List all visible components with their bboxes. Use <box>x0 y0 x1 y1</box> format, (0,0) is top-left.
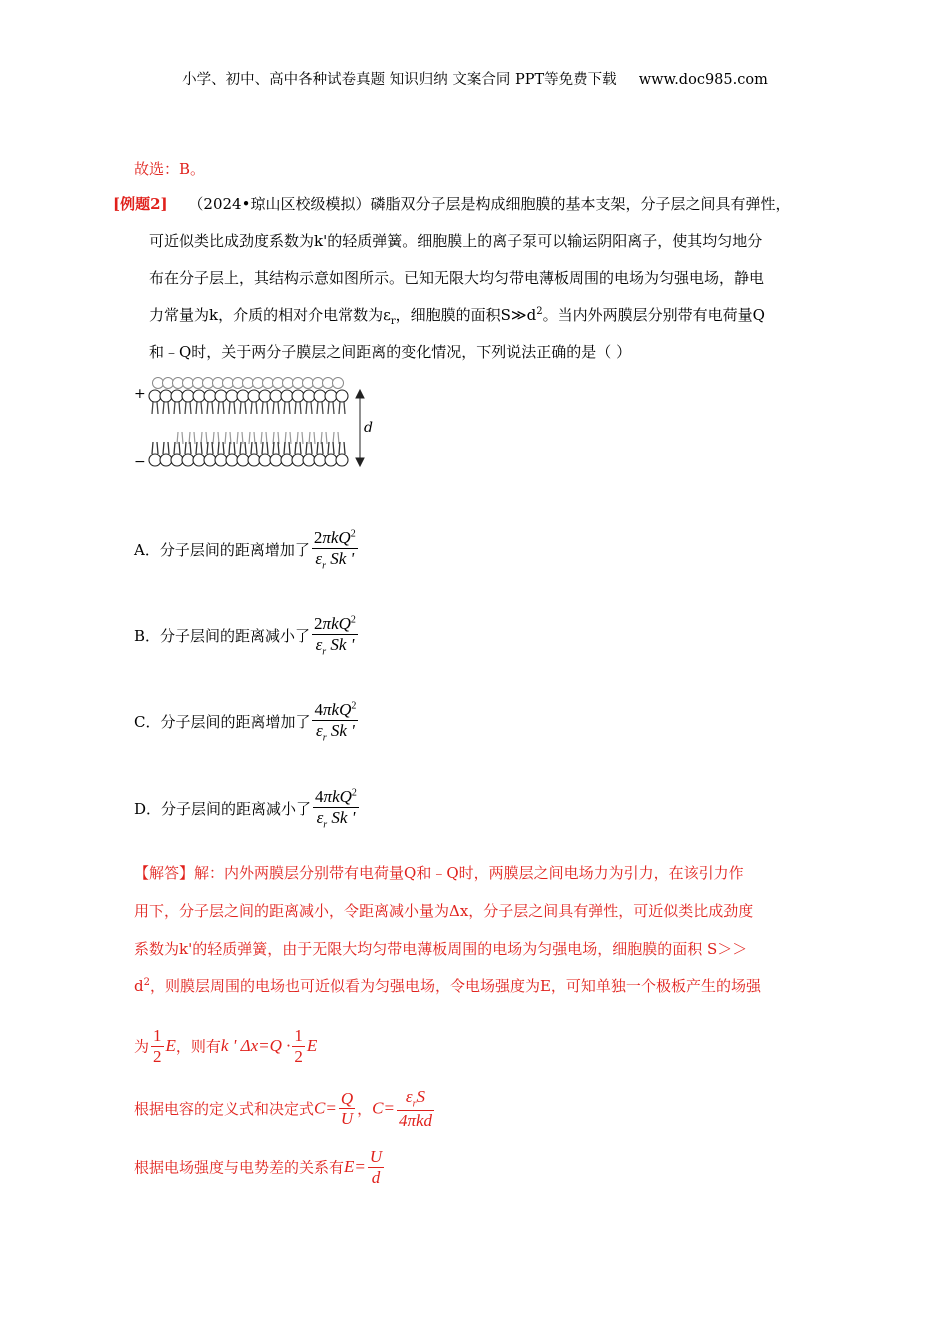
q4-part-a: 力常量为k，介质的相对介电常数为ε <box>149 306 391 324</box>
s6-C2: C= <box>372 1098 395 1118</box>
Q: Q <box>339 700 352 719</box>
s7-frac <box>368 1147 384 1187</box>
s5-E2: E <box>306 1036 318 1056</box>
q4-part-c: ，细胞膜的面积S≫d <box>395 306 537 324</box>
coef: 2 <box>314 614 323 633</box>
eps-r: r <box>322 559 326 571</box>
question-line-2: 可近似类比成劲度系数为k'的轻质弹簧。细胞膜上的离子泵可以输运阴阳离子，使其均匀地分 <box>149 232 763 250</box>
coef: 4 <box>315 787 324 806</box>
q4-sub-r: r <box>390 316 396 327</box>
page-header <box>0 68 950 89</box>
s6-sep: ， <box>357 1100 373 1119</box>
den-rest: Sk ' <box>331 807 356 827</box>
coef: 2 <box>313 528 323 547</box>
eps: ε <box>316 807 324 827</box>
s5-frac-1 <box>151 1026 164 1066</box>
s6-eps: ε <box>405 1087 413 1106</box>
solution-text-1: 解：内外两膜层分别带有电荷量Q和﹣Q时，两膜层之间电场力为引力，在该引力作 <box>194 864 744 882</box>
s4-d: d <box>134 977 144 995</box>
question-line-3: 布在分子层上，其结构示意如图所示。已知无限大均匀带电薄板周围的电场为匀强电场，静电 <box>149 269 765 287</box>
eps-r: r <box>322 731 327 743</box>
s6-den1: U <box>340 1109 354 1129</box>
s5-b: ，则有 <box>175 1037 221 1056</box>
pi: π <box>322 700 332 719</box>
q4-sup-2: 2 <box>536 306 543 317</box>
den-rest: Sk ' <box>330 634 355 654</box>
option-d <box>134 787 361 830</box>
pi: π <box>322 614 332 633</box>
bilayer-diagram <box>128 372 388 478</box>
option-b <box>134 614 360 657</box>
Q: Q <box>338 528 351 547</box>
option-b-formula <box>312 614 358 657</box>
den-rest: Sk ' <box>330 720 355 740</box>
k: k <box>332 787 340 806</box>
eps-r: r <box>323 818 328 830</box>
s6-frac-2 <box>397 1087 434 1130</box>
exp: 2 <box>350 614 356 626</box>
pi: π <box>322 528 331 547</box>
solution-tag: 【解答】 <box>134 864 195 882</box>
s6-den2: 4πkd <box>398 1110 432 1130</box>
header-site: www.doc985.com <box>638 72 768 88</box>
eps: ε <box>316 720 323 740</box>
exp: 2 <box>350 528 356 540</box>
s6-a: 根据电容的定义式和决定式 <box>134 1100 315 1119</box>
solution-line-2: 用下，分子层之间的距离减小，令距离减小量为Δx，分子层之间具有弹性，可近似类比成劲度 <box>134 902 754 920</box>
exp: 2 <box>351 700 357 712</box>
s6-frac-1 <box>339 1089 355 1129</box>
s7-num: U <box>369 1147 383 1166</box>
question-source: （2024•琼山区校级模拟） <box>188 195 371 213</box>
option-c <box>134 700 360 743</box>
s6-C1: C= <box>314 1098 337 1118</box>
eps: ε <box>315 548 323 568</box>
minus-sign: − <box>134 454 146 470</box>
plus-sign: + <box>134 386 146 402</box>
solution-line-4 <box>134 975 761 996</box>
s5-den2: 2 <box>294 1046 303 1066</box>
bilayer-figure <box>128 372 388 478</box>
s6-eps-r: r <box>412 1098 417 1110</box>
s6-S: S <box>416 1087 426 1106</box>
eps: ε <box>315 634 323 654</box>
question-line-1 <box>113 193 790 214</box>
den-rest: Sk ' <box>330 548 355 568</box>
s5-eq: k ' Δx=Q · <box>220 1036 291 1056</box>
question-line-4 <box>149 304 765 327</box>
s5-num2: 1 <box>294 1026 303 1045</box>
k: k <box>331 614 339 633</box>
question-text-1: 磷脂双分子层是构成细胞膜的基本支架，分子层之间具有弹性， <box>370 195 791 213</box>
s7-E: E= <box>344 1157 366 1177</box>
eps-r: r <box>322 645 327 657</box>
s5-den: 2 <box>153 1046 162 1066</box>
exp: 2 <box>351 787 357 799</box>
s7-den: d <box>371 1167 381 1187</box>
solution-line-3: 系数为k'的轻质弹簧，由于无限大均匀带电薄板周围的电场为匀强电场，细胞膜的面积 S＞＞ <box>134 940 748 958</box>
s5-E: E <box>165 1036 176 1056</box>
option-a-formula <box>312 528 358 571</box>
option-c-formula <box>312 700 358 743</box>
option-a-label: A．分子层间的距离增加了 <box>134 541 310 560</box>
s7-a: 根据电场强度与电势差的关系有 <box>134 1158 345 1177</box>
solution-line-6 <box>134 1087 436 1130</box>
s6-num1: Q <box>340 1088 354 1108</box>
d-label: d <box>364 420 373 436</box>
s5-frac-2 <box>292 1026 305 1066</box>
s5-a: 为 <box>134 1037 150 1056</box>
option-d-formula <box>313 787 359 830</box>
solution-line-5 <box>134 1026 317 1066</box>
solution-line-1 <box>134 862 744 883</box>
k: k <box>331 700 340 719</box>
option-d-label: D．分子层间的距离减小了 <box>134 800 312 819</box>
Q: Q <box>338 614 351 633</box>
option-b-label: B．分子层间的距离减小了 <box>134 627 311 646</box>
option-a <box>134 528 360 571</box>
Q: Q <box>339 787 352 806</box>
question-line-5: 和﹣Q时，关于两分子膜层之间距离的变化情况，下列说法正确的是（ ） <box>149 343 632 361</box>
q4-part-e: 。当内外两膜层分别带有电荷量Q <box>542 306 765 324</box>
k: k <box>330 528 339 547</box>
option-c-label: C．分子层间的距离增加了 <box>134 713 311 732</box>
question-tag: [例题2] <box>113 195 168 213</box>
solution-line-7 <box>134 1147 386 1187</box>
coef: 4 <box>314 700 323 719</box>
s5-num: 1 <box>153 1026 162 1045</box>
s4-sup: 2 <box>143 977 150 988</box>
pi: π <box>323 787 333 806</box>
s4-rest: ，则膜层周围的电场也可近似看为匀强电场，令电场强度为E，可知单独一个极板产生的场强 <box>149 977 761 995</box>
header-text: 小学、初中、高中各种试卷真题 知识归纳 文案合同 PPT等免费下载 <box>182 72 617 88</box>
previous-answer: 故选：B。 <box>134 160 206 178</box>
